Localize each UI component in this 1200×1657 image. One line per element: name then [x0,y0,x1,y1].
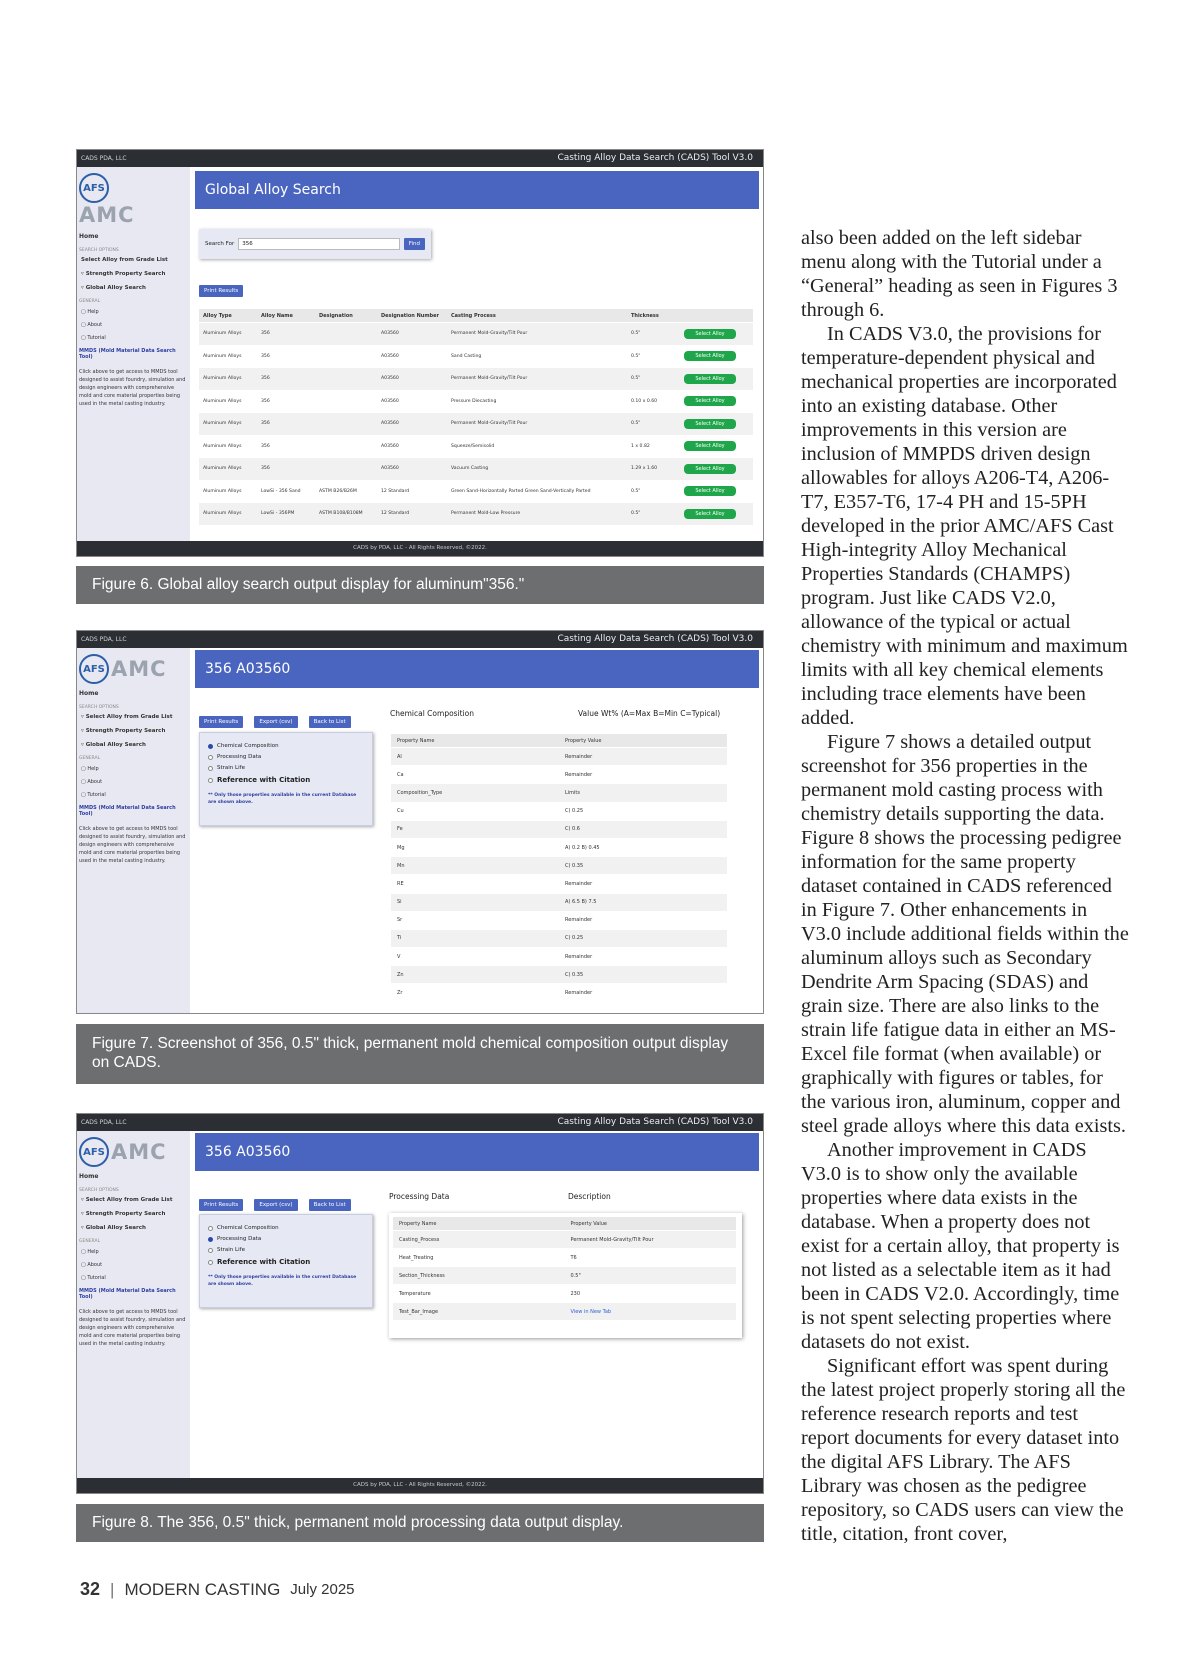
table-row [199,323,753,346]
main-content [195,167,759,541]
table-cell: ASTM B108/B108M [319,511,363,517]
print-results-button[interactable]: Print Results [199,716,243,728]
table-cell: Casting_Process [399,1236,440,1243]
sidebar-search-options-heading: SEARCH OPTIONS [79,248,119,253]
table-cell: Zr [397,990,403,997]
table-row [199,346,753,369]
afs-logo: AFS [79,654,109,684]
table-cell: Si [397,899,402,906]
table-cell: 0.5" [631,353,641,359]
section-title: Chemical Composition [390,709,475,718]
table-row [199,368,753,391]
select-alloy-button[interactable]: Select Alloy [684,419,736,429]
table-cell: 0.10 x 0.60 [631,398,658,404]
company-name: CADS PDA, LLC [81,636,127,643]
export-csv-button[interactable]: Export (csv) [254,1199,297,1211]
sidebar-item-about[interactable]: ▢ About [81,779,103,785]
table-cell: C) 0.25 [565,935,584,942]
radio-icon [208,1226,213,1231]
table-cell: A03560 [381,421,399,427]
sidebar [77,1131,190,1478]
description-heading: Description [568,1192,611,1201]
table-header-row [391,734,727,748]
sidebar-item-strength-search[interactable]: ▿ Strength Property Search [81,1211,166,1217]
radio-strain-life[interactable]: Strain Life [208,765,364,771]
table-cell: 356 [261,376,270,382]
sidebar-item-about[interactable]: ▢ About [81,1262,103,1268]
table-cell: Permanent Mold-Low Pressure [451,511,521,517]
table-cell: Aluminum Alloys [203,443,242,449]
export-csv-button[interactable]: Export (csv) [254,716,297,728]
table-cell: Al [397,753,402,760]
search-label: Search For [205,241,235,247]
select-cell [667,396,753,406]
table-cell: Aluminum Alloys [203,376,242,382]
table-cell: A) 0.2 B) 0.45 [565,844,600,851]
sidebar-search-options-heading: SEARCH OPTIONS [79,1188,119,1193]
table-row [391,803,727,821]
page-banner: Global Alloy Search [195,171,759,209]
app-footer: CADS by PDA, LLC - All Rights Reserved, ©2022. [77,541,763,556]
column-header: Thickness [631,312,659,319]
sidebar-item-tutorial[interactable]: ▢ Tutorial [81,335,106,341]
radio-selected-icon [208,744,213,749]
sidebar-general-heading: GENERAL [79,1239,101,1244]
table-cell: 356 [261,421,270,427]
table-row [391,875,727,893]
column-header: Property Value [570,1220,607,1227]
print-results-button[interactable]: Print Results [199,1199,243,1211]
table-row [199,436,753,459]
app-topbar [77,1114,763,1131]
radio-icon [208,1248,213,1253]
article-paragraph: In CADS V3.0, the provisions for temperature-dependent physical and mechanical properties are incorporated into an existing database. Other improvements in this version are inclusion of MMPDS driven design allowables for alloys A206-T4, A206-T7, E357-T6, 17-4 PH and 15-5PH developed in the prior AMC/AFS Cast High-integrity Alloy Mechanical Properties Standards (CHAMPS) program. Just like CADS V2.0, allowance of the typical or actual chemistry with minimum and maximum limits with all key chemical elements including trace elements have been added. [801,323,1128,729]
column-header: Property Name [399,1220,437,1227]
sidebar-item-tutorial[interactable]: ▢ Tutorial [81,792,106,798]
article-column [801,226,1131,1546]
table-row [391,857,727,875]
table-row [393,1249,736,1267]
table-cell: Aluminum Alloys [203,466,242,472]
page-number: 32 [80,1579,101,1599]
table-cell: 356 [261,466,270,472]
table-cell: Fe [397,826,403,833]
table-cell: 356 [261,443,270,449]
table-cell: Permanent Mold-Gravity/Tilt Pour [451,421,528,427]
column-header: Designation Number [381,312,439,319]
table-row [199,503,753,526]
table-cell: A03560 [381,398,399,404]
mmds-description: Click above to get access to MMDS tool designed to assist foundry, simulation and design engineers with comprehensive mold and core material properties being used in the metal casting industry. [79,826,186,864]
figure-6-screenshot [76,149,764,557]
table-cell: T6 [570,1254,577,1261]
sidebar-home[interactable]: Home [79,233,99,240]
table-cell: Remainder [565,953,593,960]
select-alloy-button[interactable]: Select Alloy [684,351,736,361]
sidebar-item-grade-list[interactable]: ▿ Select Alloy from Grade List [81,714,173,720]
radio-strain-life[interactable]: Strain Life [208,1247,364,1253]
sidebar-home[interactable]: Home [79,690,99,697]
select-cell [667,441,753,451]
amc-logo: AMC [111,1140,167,1164]
select-cell [667,351,753,361]
issue-date: July 2025 [290,1581,355,1598]
action-buttons [199,1191,357,1211]
footer-separator: | [110,1579,115,1599]
table-cell: A03560 [381,331,399,337]
article-paragraph: also been added on the left sidebar menu along with the Tutorial under a “General” heading as seen in Figures 3 through 6. [801,227,1118,321]
table-cell: Remainder [565,990,593,997]
table-cell: 0.5" [631,488,641,494]
table-cell: Remainder [565,880,593,887]
table-cell: Remainder [565,753,593,760]
sidebar-item-about[interactable]: ▢ About [81,322,103,328]
figure-7-caption: Figure 7. Screenshot of 356, 0.5" thick, permanent mold chemical composition output display on CADS. [76,1024,764,1084]
table-cell: Section_Thickness [399,1272,445,1279]
table-cell: Cu [397,808,404,815]
table-row [393,1267,736,1285]
radio-reference-citation[interactable]: Reference with Citation [208,776,364,784]
table-cell: 12 Standard [381,511,410,517]
radio-processing-data[interactable]: Processing Data [208,1236,364,1242]
column-header: Property Name [397,737,435,744]
afs-logo: AFS [79,1137,109,1167]
table-cell: 0.5" [631,331,641,337]
table-cell: Temperature [399,1290,431,1297]
select-alloy-button[interactable]: Select Alloy [684,464,736,474]
table-cell: A03560 [381,376,399,382]
processing-data-table [393,1217,736,1321]
radio-processing-data[interactable]: Processing Data [208,754,364,760]
table-cell: Mn [397,862,405,869]
select-alloy-button[interactable]: Select Alloy [684,374,736,384]
print-results-button[interactable]: Print Results [199,285,243,297]
select-alloy-button[interactable]: Select Alloy [684,486,736,496]
sidebar-item-help[interactable]: ▢ Help [81,1249,99,1255]
tool-title: Casting Alloy Data Search (CADS) Tool V3.0 [557,634,753,644]
table-row [393,1285,736,1303]
column-header: Alloy Type [203,312,232,319]
logo [79,654,188,684]
table-cell: Ti [397,935,402,942]
figure-6-caption: Figure 6. Global alloy search output display for aluminum"356." [76,566,764,604]
table-row [393,1303,736,1321]
table-cell: C) 0.35 [565,862,584,869]
table-cell: 1.29 x 1.60 [631,466,658,472]
table-row [391,966,727,984]
table-cell: V [397,953,401,960]
table-cell: Remainder [565,917,593,924]
search-box [199,229,431,259]
table-header-row [393,1217,736,1231]
table-row [391,894,727,912]
table-cell: LowSi - 356 Sand [261,488,301,494]
table-cell: A03560 [381,353,399,359]
table-cell: 1 x 0.82 [631,443,650,449]
results-table [199,309,753,526]
select-cell [667,486,753,496]
page-footer [80,1579,355,1600]
company-name: CADS PDA, LLC [81,155,127,162]
select-cell [667,464,753,474]
table-cell: 0.5" [570,1272,581,1279]
chemical-composition-table [391,734,727,1003]
figure-8-screenshot [76,1113,764,1494]
mmds-description: Click above to get access to MMDS tool designed to assist foundry, simulation and design engineers with comprehensive mold and core material properties being used in the metal casting industry. [79,369,186,407]
table-cell: A) 6.5 B) 7.5 [565,899,597,906]
radio-chemical-composition[interactable]: Chemical Composition [208,743,364,749]
table-row [391,839,727,857]
radio-chemical-composition[interactable]: Chemical Composition [208,1225,364,1231]
section-title: Processing Data [389,1192,450,1201]
table-cell: 0.5" [631,421,641,427]
availability-note: ** Only those properties available in the current Database are shown above. [208,1275,357,1287]
table-cell: C) 0.35 [565,971,584,978]
sidebar-home[interactable]: Home [79,1173,99,1180]
table-cell: Green Sand-Horizontally Parted Green Sand-Vertically Parted [451,488,591,494]
sidebar-search-options-heading: SEARCH OPTIONS [79,705,119,710]
mmds-link[interactable]: MMDS (Mold Material Data Search Tool) [79,805,176,817]
sidebar-item-strength-search[interactable]: ▿ Strength Property Search [81,728,166,734]
select-alloy-button[interactable]: Select Alloy [684,441,736,451]
table-cell: LowSi - 356PM [261,511,295,517]
table-cell: Vacuum Casting [451,466,489,472]
page-banner: 356 A03560 [195,650,759,688]
table-cell: Aluminum Alloys [203,488,242,494]
table-cell: Permanent Mold-Gravity/Tilt Pour [451,376,528,382]
table-row [391,912,727,930]
table-row [199,458,753,481]
figure-8-caption: Figure 8. The 356, 0.5" thick, permanent mold processing data output display. [76,1504,764,1542]
company-name: CADS PDA, LLC [81,1119,127,1126]
amc-logo: AMC [111,657,167,681]
column-header: Alloy Name [261,312,293,319]
table-row [199,391,753,414]
article-paragraph: Another improvement in CADS V3.0 is to show only the available properties where data exists in the database. When a property does not exist for a certain alloy, that property is not listed as a selectable item as it had been in CADS V2.0. Accordingly, time is not spent selecting properties where datasets do not exist. [801,1139,1120,1353]
sidebar-item-grade-list[interactable]: Select Alloy from Grade List [81,257,168,263]
table-cell: Aluminum Alloys [203,421,242,427]
table-cell: Test_Bar_Image [399,1308,439,1315]
column-header: Designation [319,312,353,319]
radio-selected-icon [208,1237,213,1242]
sidebar-item-help[interactable]: ▢ Help [81,766,99,772]
column-header: Casting Process [451,312,496,319]
page-banner: 356 A03560 [195,1133,759,1171]
sidebar-general-heading: GENERAL [79,299,101,304]
mmds-link[interactable]: MMDS (Mold Material Data Search Tool) [79,1288,176,1300]
table-cell: Aluminum Alloys [203,398,242,404]
main-content [195,648,759,1013]
table-cell: Permanent Mold-Gravity/Tilt Pour [451,331,528,337]
table-cell: 0.5" [631,376,641,382]
table-cell: 356 [261,353,270,359]
sidebar-item-grade-list[interactable]: ▿ Select Alloy from Grade List [81,1197,173,1203]
article-paragraph: Figure 7 shows a detailed output screenshot for 356 properties in the permanent mold casting process with chemistry details supporting the data. Figure 8 shows the processing pedigree information for the same property dataset contained in CADS referenced in Figure 7. Other enhancements in V3.0 include additional fields within the aluminum alloys such as Secondary Dendrite Arm Spacing (SDAS) and grain size. There are also links to the strain life fatigue data in either an MS-Excel file format (when available) or graphically with figures or tables, for the various iron, aluminum, copper and steel grade alloys where this data exists. [801,731,1129,1137]
table-row [391,766,727,784]
select-alloy-button[interactable]: Select Alloy [684,509,736,519]
table-row [199,413,753,436]
table-cell: A03560 [381,443,399,449]
mmds-description: Click above to get access to MMDS tool designed to assist foundry, simulation and design engineers with comprehensive mold and core material properties being used in the metal casting industry. [79,1309,186,1347]
tool-title: Casting Alloy Data Search (CADS) Tool V3.0 [557,153,753,163]
table-row [391,948,727,966]
sidebar-item-global-search[interactable]: ▿ Global Alloy Search [81,1225,146,1231]
logo [79,1137,188,1167]
radio-icon [208,755,213,760]
select-cell [667,509,753,519]
view-in-new-tab-link[interactable]: View in New Tab [570,1308,612,1315]
table-cell: Aluminum Alloys [203,511,242,517]
select-alloy-button[interactable]: Select Alloy [684,396,736,406]
back-to-list-button[interactable]: Back to List [309,1199,351,1211]
mmds-link[interactable]: MMDS (Mold Material Data Search Tool) [79,348,176,360]
table-cell: Sand Casting [451,353,482,359]
table-row [391,930,727,948]
availability-note: ** Only those properties available in the current Database are shown above. [208,793,357,805]
select-cell [667,419,753,429]
table-cell: Mg [397,844,405,851]
sidebar-general-heading: GENERAL [79,756,101,761]
table-cell: Ca [397,771,404,778]
table-cell: Pressure Diecasting [451,398,497,404]
table-cell: 12 Standard [381,488,410,494]
property-options-panel [199,732,373,826]
table-row [391,984,727,1002]
back-to-list-button[interactable]: Back to List [309,716,351,728]
table-cell: 0.5" [631,511,641,517]
table-row [391,821,727,839]
table-header-row [199,309,753,323]
table-cell: Aluminum Alloys [203,353,242,359]
tool-title: Casting Alloy Data Search (CADS) Tool V3.0 [557,1117,753,1127]
value-note: Value Wt% (A=Max B=Min C=Typical) [578,709,721,718]
table-cell: C) 0.6 [565,826,580,833]
sidebar-item-help[interactable]: ▢ Help [81,309,99,315]
table-cell: Limits [565,789,580,796]
action-buttons [199,708,357,728]
table-cell: ASTM B26/B26M [319,488,357,494]
processing-table-card [389,1213,742,1338]
table-cell: Sr [397,917,403,924]
property-options-panel [199,1214,373,1308]
table-row [391,784,727,802]
table-row [391,748,727,766]
app-topbar [77,631,763,648]
column-header: Property Value [565,737,602,744]
table-row [199,481,753,504]
main-content [195,1131,759,1478]
sidebar [77,167,190,541]
table-cell: A03560 [381,466,399,472]
magazine-name: MODERN CASTING [124,1579,281,1599]
table-cell: Remainder [565,771,593,778]
table-cell: Permanent Mold-Gravity/Tilt Pour [570,1236,654,1243]
table-cell: 356 [261,398,270,404]
sidebar-item-global-search[interactable]: ▿ Global Alloy Search [81,285,146,291]
figure-7-screenshot [76,630,764,1014]
amc-logo: AMC [79,203,135,227]
sidebar-item-strength-search[interactable]: ▿ Strength Property Search [81,271,166,277]
article-paragraph: Significant effort was spent during the latest project properly storing all the reference research reports and test report documents for every dataset into the digital AFS Library. The AFS Library was chosen as the pedigree repository, so CADS users can view the title, citation, front cover, [801,1355,1126,1545]
select-alloy-button[interactable]: Select Alloy [684,329,736,339]
select-cell [667,329,753,339]
table-cell: Aluminum Alloys [203,331,242,337]
radio-icon [208,1260,213,1265]
table-cell: Heat_Treating [399,1254,434,1261]
select-cell [667,374,753,384]
table-row [393,1231,736,1249]
logo [79,173,188,227]
radio-icon [208,766,213,771]
app-footer: CADS by PDA, LLC - All Rights Reserved, ©2022. [77,1478,763,1493]
table-cell: Squeeze/Semisolid [451,443,495,449]
table-cell: C) 0.25 [565,808,584,815]
search-input[interactable]: 356 [238,238,399,250]
sidebar-item-tutorial[interactable]: ▢ Tutorial [81,1275,106,1281]
table-cell: RE [397,880,404,887]
sidebar [77,648,190,1013]
sidebar-item-global-search[interactable]: ▿ Global Alloy Search [81,742,146,748]
radio-icon [208,778,213,783]
table-cell: 230 [570,1290,581,1297]
afs-logo: AFS [79,173,109,203]
table-cell: Composition_Type [397,789,443,796]
find-button[interactable]: Find [404,238,425,250]
table-cell: 356 [261,331,270,337]
app-topbar [77,150,763,167]
radio-reference-citation[interactable]: Reference with Citation [208,1258,364,1266]
table-cell: Zn [397,971,404,978]
